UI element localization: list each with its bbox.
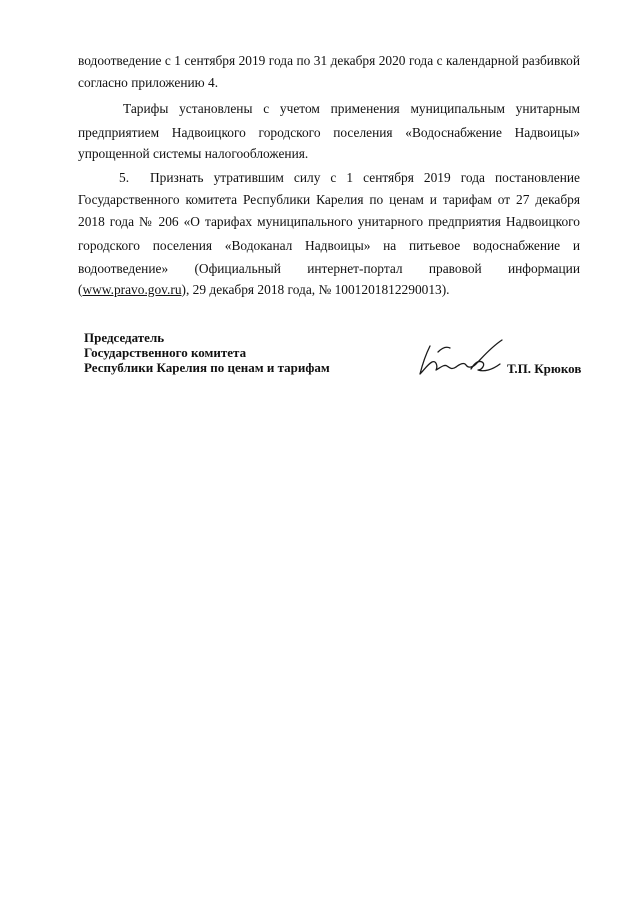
signer-name: Т.П. Крюков: [507, 361, 582, 376]
paragraph-2-line-1: Тарифы установлены с учетом применения муниципальным унитарным: [123, 101, 580, 116]
handwritten-signature: [416, 334, 508, 382]
paragraph-3-line-6: [78, 282, 450, 298]
paragraph-3-number: 5.: [119, 170, 130, 185]
paragraph-1-line-1: водоотведение с 1 сентября 2019 года по 31 декабря 2020 года с календарной разбивкой: [78, 53, 580, 68]
paren-open: (: [78, 282, 83, 297]
paragraph-3-line-5: водоотведение» (Официальный интернет-портал правовой информации: [78, 261, 580, 276]
signer-title-line-2: Государственного комитета: [84, 345, 247, 360]
paragraph-1-line-2: согласно приложению 4.: [78, 75, 219, 90]
paragraph-3-line-2: Государственного комитета Республики Карелия по ценам и тарифам от 27 декабря: [78, 192, 580, 207]
paragraph-2-line-2: предприятием Надвоицкого городского поселения «Водоснабжение Надвоицы»: [78, 125, 580, 140]
pravo-gov-link[interactable]: www.pravo.gov.ru: [82, 282, 182, 297]
paragraph-3-line-4: городского поселения «Водоканал Надвоицы» на питьевое водоснабжение и: [78, 238, 580, 253]
paragraph-3-line-6-rest: ), 29 декабря 2018 года, № 1001201812290013).: [181, 282, 450, 297]
paragraph-3-line-1: Признать утратившим силу с 1 сентября 2019 года постановление: [150, 170, 580, 185]
paragraph-2-line-3: упрощенной системы налогообложения.: [78, 146, 309, 161]
paragraph-3-line-3: 2018 года № 206 «О тарифах муниципального унитарного предприятия Надвоицкого: [78, 214, 580, 229]
signer-title-line-3: Республики Карелия по ценам и тарифам: [84, 360, 330, 375]
signer-title-line-1: Председатель: [84, 330, 165, 345]
